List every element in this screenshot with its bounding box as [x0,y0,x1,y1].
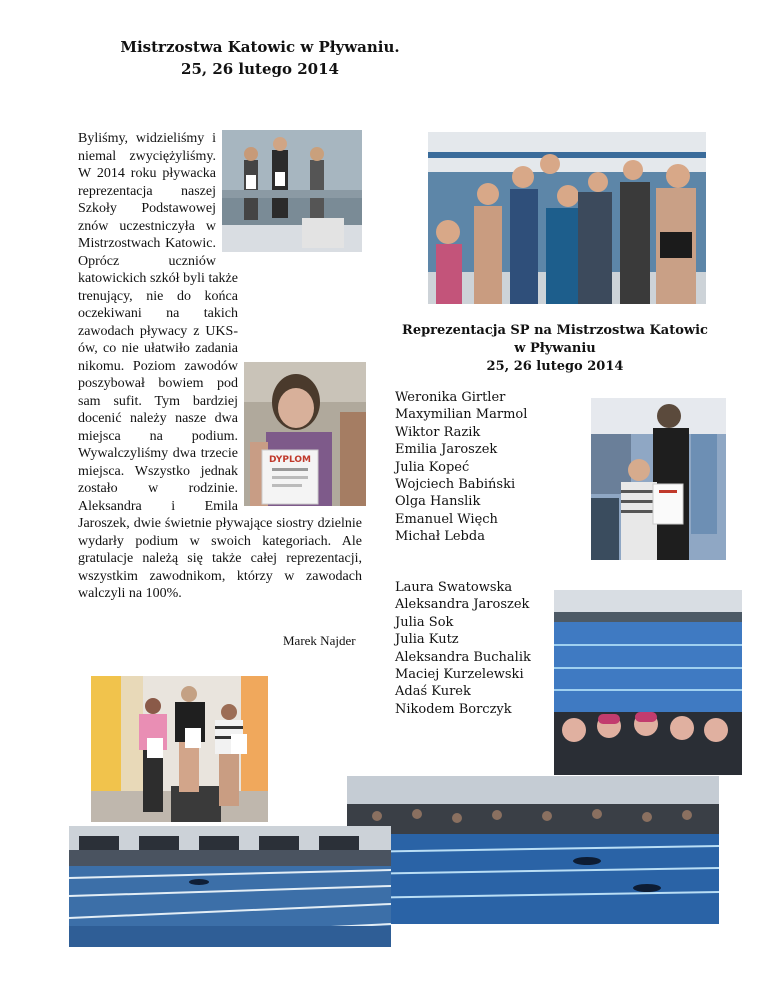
list-item: Julia Kutz [395,632,459,648]
page-title: Mistrzostwa Katowic w Pływaniu. [120,38,400,56]
list-item: Michał Lebda [395,529,485,545]
list-item: Maxymilian Marmol [395,407,528,423]
photo-team-poolside [428,132,706,304]
list-item: Olga Hanslik [395,494,481,510]
list-item: Aleksandra Jaroszek [395,597,530,613]
list-item: Emanuel Więch [395,511,498,527]
list-item: Nikodem Borczyk [395,701,512,717]
photo-girl-with-diploma [244,362,366,506]
list-item: Julia Sok [395,614,454,630]
photo-pool-swimmers-caps [554,590,742,775]
list-item: Aleksandra Buchalik [395,649,531,665]
article-author: Marek Najder [283,633,356,648]
list-item: Maciej Kurzelewski [395,667,524,683]
article-text [78,130,362,603]
photo-podium-group [222,130,362,252]
list-item: Laura Swatowska [395,580,513,595]
list-item: Emilia Jaroszek [395,442,498,458]
list-item: Julia Kopeć [395,459,470,475]
list-item: Weronika Girtler [395,390,506,405]
photo-sisters-diploma [591,398,726,560]
diploma-label: DYPLOM [269,455,311,465]
photo-pool-race [347,776,719,924]
caption-line-2: w Pływaniu [514,341,596,356]
caption-line-3: 25, 26 lutego 2014 [486,359,624,374]
list-item: Wojciech Babiński [395,477,516,493]
team-list-1 [395,389,527,546]
photo-podium-girls [91,676,268,822]
list-item: Wiktor Razik [395,424,481,440]
photo-pool-lanes [69,826,391,947]
page-subtitle-date: 25, 26 lutego 2014 [181,60,339,78]
article-paragraph: Byliśmy, widzieliśmy i niemal zwyciężyliśmy. W 2014 roku pływacka reprezentacja naszej Szkoły Podstawowej znów uczestniczyła w Mistrzostwach Katowic. Oprócz uczniów katowickich szkół byli także trenujący, nie do końca oczekiwani na takich zawodach pływacy z UKS-ów, co nie ułatwiło zadania nikomu. Poziom zawodów poszybował bowiem pod sam sufit. Tym bardziej docenić należy nasze dwa miejsca na podium. Wywalczyliśmy dwa trzecie miejsca. Wszystko jednak zostało w rodzinie. Aleksandra i Emila Jaroszek, dwie świetnie pływające siostry dzielnie wydarły podium w swoich kategoriach. Ale gratulacje należą się także całej reprezentacji, wszystkim zawodnikom, którzy w zawodach walczyli na 100%. [78,131,362,601]
caption-line-1: Reprezentacja SP na Mistrzostwa Katowic [402,323,708,338]
list-item: Adaś Kurek [395,684,471,700]
team-list-2 [395,579,531,718]
